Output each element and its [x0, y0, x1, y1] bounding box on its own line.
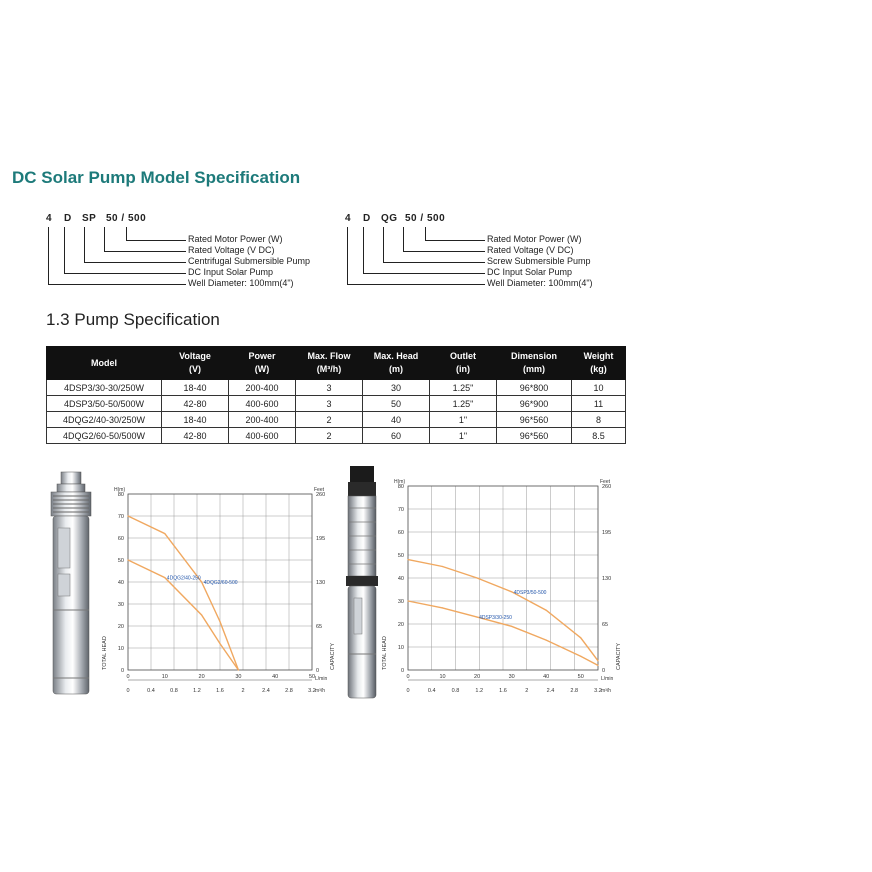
y-tick-label: 80: [397, 484, 404, 490]
series-label: 4DQG2/40-250: [166, 575, 201, 582]
series-point: [580, 656, 581, 657]
y-axis-label: TOTAL HEAD: [102, 636, 108, 670]
code-label-voltage: Rated Voltage (V DC): [188, 245, 275, 255]
header-weight: Weight (kg): [572, 347, 626, 380]
x-tick-label-bottom: 2.4: [546, 688, 555, 694]
code-label-type: Screw Submersible Pump: [487, 256, 591, 266]
page-heading: DC Solar Pump Model Specification: [12, 168, 301, 187]
x-tick-label-top: 20: [474, 674, 481, 680]
cell-head: 50: [363, 396, 430, 412]
y-tick-label: 0: [120, 668, 124, 674]
code-part-dc: D: [64, 213, 72, 224]
cell-dimension: 96*900: [497, 396, 572, 412]
y-tick-label: 70: [117, 514, 124, 520]
y-unit-right: Feet: [314, 487, 325, 493]
code-part-dc: D: [363, 213, 371, 224]
y-right-tick-label: 0: [602, 668, 606, 674]
y-right-tick-label: 130: [316, 580, 326, 586]
x-tick-label-bottom: 1.2: [193, 688, 201, 694]
y-tick-label: 10: [397, 645, 404, 651]
y-right-tick-label: 0: [316, 668, 320, 674]
pump-spec-table: [46, 346, 626, 444]
model-code-screw: [345, 213, 635, 293]
code-label-dc: DC Input Solar Pump: [487, 267, 573, 277]
cell-power: 400-600: [229, 428, 296, 444]
series-point: [201, 581, 202, 582]
cell-power: 200-400: [229, 380, 296, 396]
x-tick-label-bottom: 0.8: [451, 688, 460, 694]
screw-pump-image: [40, 470, 106, 698]
code-part-diameter: 4: [46, 213, 53, 224]
cell-weight: 11: [572, 396, 626, 412]
x-unit-bottom: m³/h: [315, 688, 325, 694]
y-right-tick-label: 195: [316, 536, 326, 542]
cell-voltage: 18-40: [162, 412, 229, 428]
x-tick-label-top: 30: [235, 674, 242, 680]
series-point: [546, 610, 547, 611]
header-max-head: Max. Head (m): [363, 347, 430, 380]
series-point: [238, 669, 239, 670]
code-label-voltage: Rated Voltage (V DC): [487, 245, 574, 255]
code-part-rating: 50 / 500: [405, 213, 446, 224]
series-point: [476, 577, 477, 578]
y-tick-label: 40: [117, 580, 124, 586]
cell-weight: 8.5: [572, 428, 626, 444]
y-unit-left: H(m): [394, 479, 406, 485]
model-code-centrifugal: [46, 213, 336, 293]
code-label-diameter: Well Diameter: 100mm(4"): [487, 278, 593, 288]
y-right-tick-label: 195: [602, 530, 612, 536]
x-tick-label-top: 50: [308, 674, 316, 680]
header-model: Model: [47, 347, 162, 380]
code-label-diameter: Well Diameter: 100mm(4"): [188, 278, 294, 288]
x-tick-label-bottom: 2.4: [262, 688, 270, 694]
y-tick-label: 60: [397, 530, 404, 536]
x-tick-label-top: 10: [161, 674, 168, 680]
x-unit-top: L/min: [601, 676, 614, 682]
cell-weight: 8: [572, 412, 626, 428]
code-part-type: QG: [381, 213, 398, 224]
y-axis-label: TOTAL HEAD: [382, 636, 388, 670]
header-power: Power (W): [229, 347, 296, 380]
x-tick-label-bottom: 0.8: [170, 688, 178, 694]
cell-weight: 10: [572, 380, 626, 396]
x-unit-bottom: m³/h: [601, 688, 611, 694]
y-unit-right: Feet: [600, 479, 611, 485]
cell-voltage: 42-80: [162, 428, 229, 444]
section-title: 1.3 Pump Specification: [46, 310, 220, 329]
header-dimension: Dimension (mm): [497, 347, 572, 380]
series-point: [127, 515, 128, 516]
x-tick-label-bottom: 2: [241, 688, 245, 694]
cell-flow: 3: [296, 396, 363, 412]
table-header-row: [47, 347, 626, 380]
code-label-power: Rated Motor Power (W): [188, 234, 283, 244]
cell-power: 400-600: [229, 396, 296, 412]
code-label-power: Rated Motor Power (W): [487, 234, 582, 244]
code-part-diameter: 4: [345, 213, 352, 224]
series-label: 4DQG2/60-500: [203, 580, 238, 586]
table-row: [47, 412, 626, 428]
cell-model: 4DSP3/30-30/250W: [47, 380, 162, 396]
cell-flow: 3: [296, 380, 363, 396]
performance-chart-sp: [378, 474, 622, 700]
series-point: [597, 660, 598, 661]
cell-outlet: 1": [430, 428, 497, 444]
cell-model: 4DSP3/50-50/500W: [47, 396, 162, 412]
series-point: [201, 614, 202, 615]
x-tick-label-top: 40: [543, 674, 550, 680]
x-tick-label-bottom: 0.4: [427, 688, 436, 694]
series-point: [580, 637, 581, 638]
x-tick-label-top: 30: [508, 674, 515, 680]
cell-head: 40: [363, 412, 430, 428]
y-tick-label: 30: [397, 599, 404, 605]
cell-dimension: 96*560: [497, 412, 572, 428]
cell-dimension: 96*800: [497, 380, 572, 396]
cell-outlet: 1.25": [430, 396, 497, 412]
y-right-tick-label: 65: [602, 622, 609, 628]
cell-outlet: 1.25": [430, 380, 497, 396]
y-tick-label: 60: [117, 536, 124, 542]
cell-head: 30: [363, 380, 430, 396]
series-point: [511, 591, 512, 592]
table-row: [47, 396, 626, 412]
x-tick-label-bottom: 0: [406, 688, 410, 694]
table-row: [47, 428, 626, 444]
y-right-tick-label: 260: [602, 484, 612, 490]
y-tick-label: 10: [117, 646, 124, 652]
y-tick-label: 50: [117, 558, 124, 564]
y-tick-label: 30: [117, 602, 124, 608]
model-code-parts: [345, 213, 449, 224]
y-right-axis-label: CAPACITY: [330, 642, 336, 670]
code-part-type: SP: [82, 213, 97, 224]
y-right-tick-label: 130: [602, 576, 612, 582]
y-right-tick-label: 260: [316, 492, 326, 498]
performance-chart-qg: [100, 478, 336, 700]
series-point: [597, 665, 598, 666]
table-row: [47, 380, 626, 396]
y-tick-label: 40: [397, 576, 404, 582]
cell-flow: 2: [296, 412, 363, 428]
cell-flow: 2: [296, 428, 363, 444]
y-tick-label: 20: [397, 622, 404, 628]
series-label: 4DSP3/30-250: [479, 615, 512, 622]
code-label-dc: DC Input Solar Pump: [188, 267, 274, 277]
series-point: [219, 621, 220, 622]
y-tick-label: 70: [397, 507, 404, 513]
y-unit-left: H(m): [114, 487, 126, 493]
y-tick-label: 80: [117, 492, 124, 498]
series-point: [442, 607, 443, 608]
series-point: [407, 559, 408, 560]
y-tick-label: 0: [400, 668, 404, 674]
series-point: [407, 600, 408, 601]
series-point: [164, 577, 165, 578]
code-label-type: Centrifugal Submersible Pump: [188, 256, 311, 266]
cell-voltage: 18-40: [162, 380, 229, 396]
y-tick-label: 50: [397, 553, 404, 559]
series-point: [511, 626, 512, 627]
header-max-flow: Max. Flow (M³/h): [296, 347, 363, 380]
x-tick-label-bottom: 3.2: [308, 688, 316, 694]
x-tick-label-top: 50: [577, 674, 584, 680]
series-point: [127, 559, 128, 560]
x-tick-label-bottom: 3.2: [594, 688, 602, 694]
x-tick-label-bottom: 0.4: [147, 688, 155, 694]
series-point: [164, 533, 165, 534]
cell-outlet: 1": [430, 412, 497, 428]
series-point: [476, 617, 477, 618]
y-tick-label: 20: [117, 624, 124, 630]
series-label: 4DSP3/50-500: [513, 589, 547, 596]
x-tick-label-top: 40: [272, 674, 279, 680]
y-right-tick-label: 65: [316, 624, 323, 630]
y-right-axis-label: CAPACITY: [616, 642, 622, 670]
cell-head: 60: [363, 428, 430, 444]
series-point: [442, 566, 443, 567]
x-tick-label-bottom: 2.8: [570, 688, 579, 694]
code-part-rating: 50 / 500: [106, 213, 147, 224]
cell-power: 200-400: [229, 412, 296, 428]
x-tick-label-bottom: 2.8: [285, 688, 293, 694]
x-tick-label-top: 20: [198, 674, 205, 680]
series-point: [219, 643, 220, 644]
cell-dimension: 96*560: [497, 428, 572, 444]
x-tick-label-top: 0: [126, 674, 130, 680]
cell-voltage: 42-80: [162, 396, 229, 412]
cell-model: 4DQG2/60-50/500W: [47, 428, 162, 444]
x-tick-label-top: 0: [406, 674, 410, 680]
model-code-parts: [46, 213, 150, 224]
x-tick-label-bottom: 1.2: [475, 688, 484, 694]
x-tick-label-bottom: 2: [525, 688, 529, 694]
x-tick-label-bottom: 1.6: [499, 688, 507, 694]
x-tick-label-bottom: 0: [126, 688, 130, 694]
header-outlet: Outlet (in): [430, 347, 497, 380]
cell-model: 4DQG2/40-30/250W: [47, 412, 162, 428]
x-unit-top: L/min: [315, 676, 328, 682]
x-tick-label-bottom: 1.6: [216, 688, 224, 694]
series-point: [546, 640, 547, 641]
header-voltage: Voltage (V): [162, 347, 229, 380]
x-tick-label-top: 10: [439, 674, 446, 680]
